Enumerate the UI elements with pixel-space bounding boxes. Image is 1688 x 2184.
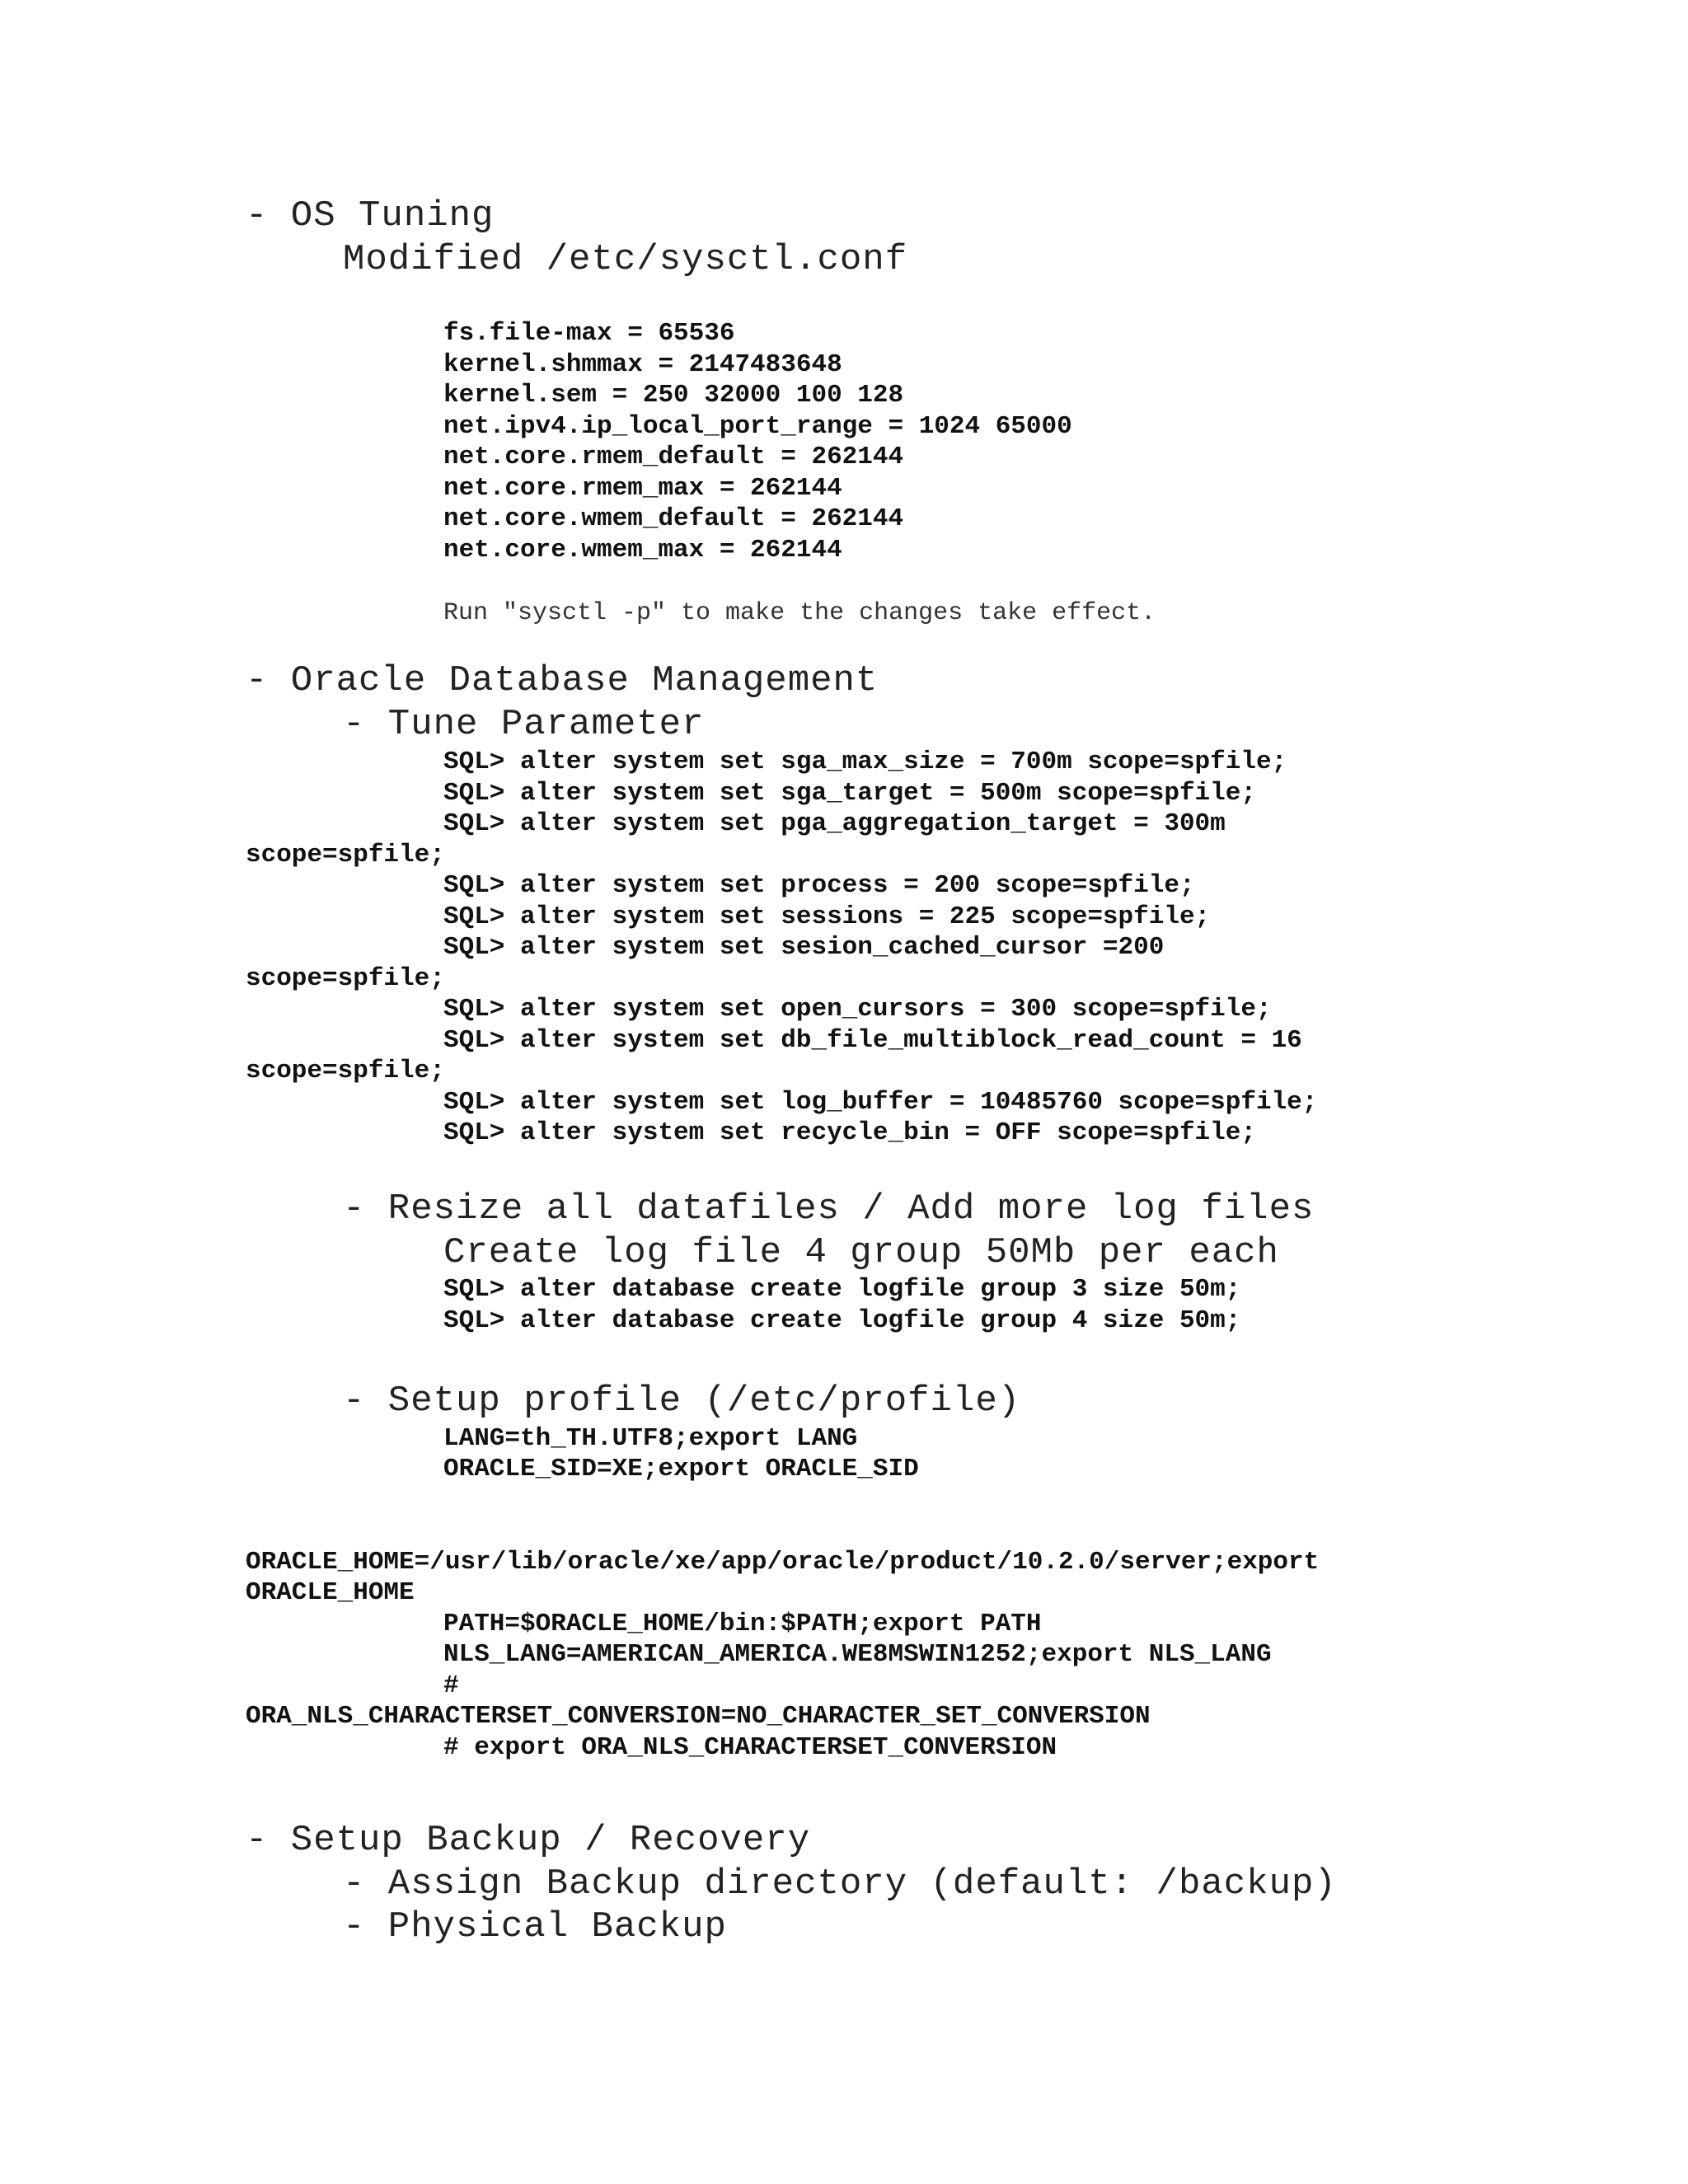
subheading-sysctl: Modified /etc/sysctl.conf [343, 239, 908, 280]
code-line: SQL> alter database create logfile group 3 size 50m; [443, 1275, 1241, 1304]
note-sysctl: Run "sysctl -p" to make the changes take effect. [443, 599, 1156, 627]
code-line: ORACLE_SID=XE;export ORACLE_SID [443, 1455, 919, 1483]
subheading-resize: - Resize all datafiles / Add more log files [343, 1188, 1315, 1230]
code-line: ORACLE_HOME=/usr/lib/oracle/xe/app/oracle/product/10.2.0/server;export [246, 1548, 1320, 1577]
code-line: net.ipv4.ip_local_port_range = 1024 65000 [443, 412, 1072, 441]
section-heading-backup: - Setup Backup / Recovery [246, 1820, 811, 1861]
section-heading-os-tuning: - OS Tuning [246, 195, 495, 237]
subheading-backup-directory: - Assign Backup directory (default: /backup) [343, 1863, 1337, 1905]
code-line: net.core.rmem_max = 262144 [443, 474, 842, 503]
subheading-physical-backup: - Physical Backup [343, 1906, 727, 1947]
code-line-wrap: ORA_NLS_CHARACTERSET_CONVERSION=NO_CHARACTER_SET_CONVERSION [246, 1702, 1151, 1731]
code-line: # [443, 1671, 459, 1700]
subheading-tune-parameter: - Tune Parameter [343, 704, 705, 745]
code-line: SQL> alter system set pga_aggregation_target = 300m [443, 809, 1226, 838]
code-line: # export ORA_NLS_CHARACTERSET_CONVERSION [443, 1733, 1057, 1762]
code-line: net.core.wmem_default = 262144 [443, 504, 904, 533]
code-line-wrap: ORACLE_HOME [246, 1578, 415, 1607]
code-line-wrap: scope=spfile; [246, 841, 445, 869]
code-line: SQL> alter database create logfile group 4 size 50m; [443, 1306, 1241, 1335]
code-line-wrap: scope=spfile; [246, 1057, 445, 1085]
subheading-create-log: Create log file 4 group 50Mb per each [443, 1232, 1279, 1273]
code-line: SQL> alter system set open_cursors = 300 scope=spfile; [443, 995, 1272, 1024]
code-line: SQL> alter system set log_buffer = 10485760 scope=spfile; [443, 1088, 1318, 1117]
code-line: PATH=$ORACLE_HOME/bin:$PATH;export PATH [443, 1610, 1042, 1638]
code-line: SQL> alter system set sga_max_size = 700m scope=spfile; [443, 748, 1287, 776]
code-line: net.core.rmem_default = 262144 [443, 443, 904, 471]
code-line: SQL> alter system set sga_target = 500m scope=spfile; [443, 779, 1256, 808]
code-line: SQL> alter system set sessions = 225 scope=spfile; [443, 902, 1211, 931]
code-line: SQL> alter system set process = 200 scope=spfile; [443, 871, 1195, 900]
subheading-profile: - Setup profile (/etc/profile) [343, 1380, 1021, 1422]
code-line: SQL> alter system set recycle_bin = OFF scope=spfile; [443, 1118, 1256, 1147]
code-line: SQL> alter system set db_file_multiblock_read_count = 16 [443, 1026, 1302, 1055]
code-line-wrap: scope=spfile; [246, 964, 445, 993]
section-heading-oracle: - Oracle Database Management [246, 660, 879, 701]
code-line: SQL> alter system set sesion_cached_cursor =200 [443, 933, 1165, 962]
code-line: net.core.wmem_max = 262144 [443, 536, 842, 565]
code-line: kernel.sem = 250 32000 100 128 [443, 381, 904, 410]
code-line: NLS_LANG=AMERICAN_AMERICA.WE8MSWIN1252;export NLS_LANG [443, 1640, 1272, 1669]
code-line: fs.file-max = 65536 [443, 319, 735, 348]
code-line: LANG=th_TH.UTF8;export LANG [443, 1424, 858, 1453]
code-line: kernel.shmmax = 2147483648 [443, 350, 842, 379]
